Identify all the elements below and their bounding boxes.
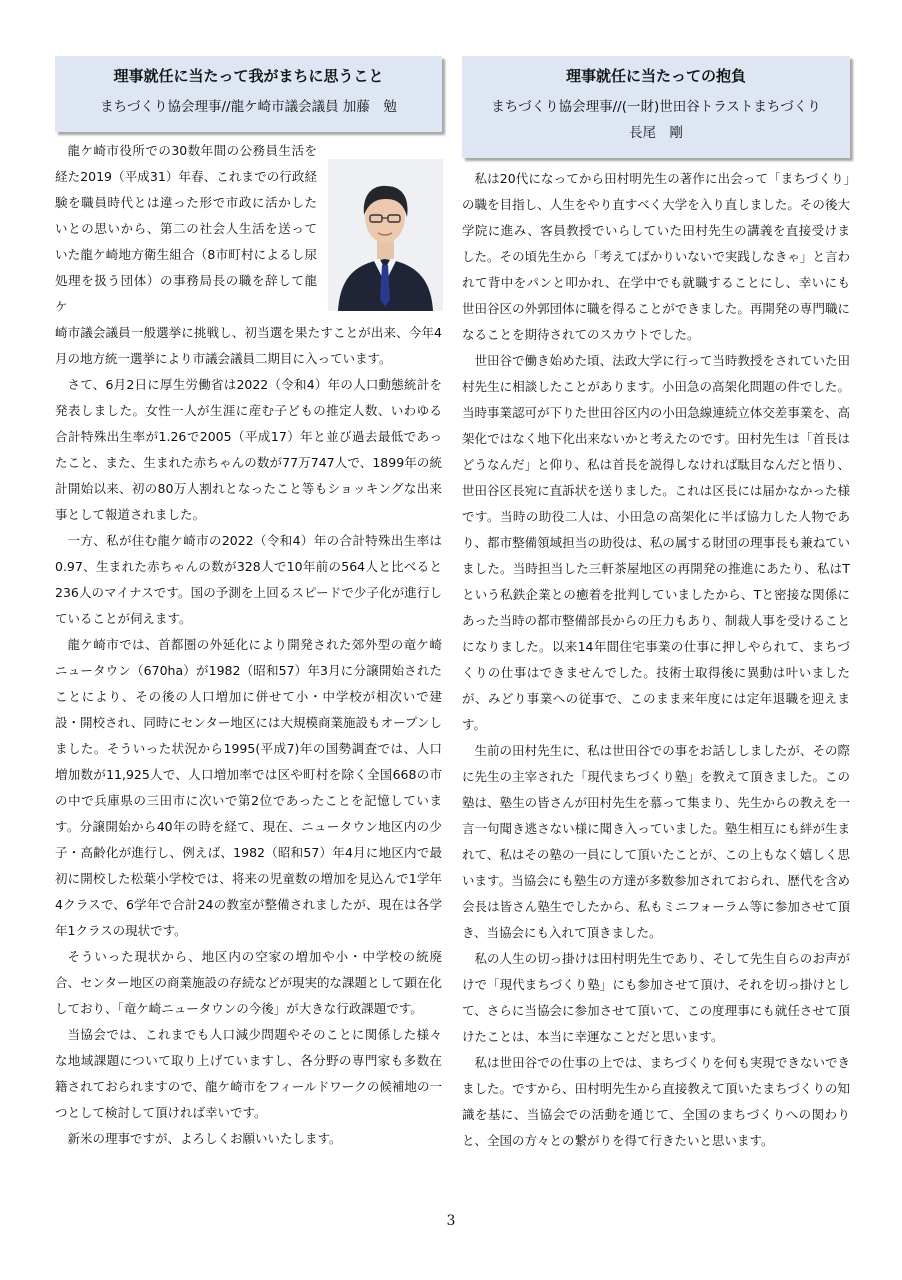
right-article-body [462, 166, 850, 1154]
right-article-byline-line2: 長尾 剛 [629, 125, 683, 141]
left-article-byline: まちづくり協会理事//龍ケ崎市議会議員 加藤 勉 [100, 99, 397, 115]
right-article-byline-line1: まちづくり協会理事//(一財)世田谷トラストまちづくり [491, 99, 821, 115]
left-article-title: 理事就任に当たって我がまちに思うこと [113, 67, 384, 85]
right-paragraph-4: 私の人生の切っ掛けは田村明先生であり、そして先生自らのお声がけで「現代まちづくり塾」にも参加させて頂け、それを切っ掛けとして、さらに当協会に参加させて頂いて、この度理事にも就任させて頂けたことは、本当に幸運なことだと思います。 [462, 951, 850, 1044]
page-number: 3 [446, 1213, 456, 1229]
left-article-text [55, 138, 442, 372]
right-article-header [462, 56, 850, 158]
right-paragraph-5: 私は世田谷での仕事の上では、まちづくりを何も実現できないできました。ですから、田村明先生から直接教えて頂いたまちづくりの知識を基に、当協会での活動を通じて、全国のまちづくりへの関わりと、全国の方々との繋がりを得て行きたいと思います。 [462, 1055, 850, 1148]
left-paragraph-1-wrapped: 龍ケ崎市役所での30数年間の公務員生活を経た2019（平成31）年春、これまでの行政経験を職員時代とは違った形で市政に活かしたいとの思いから、第二の社会人生活を送っていた龍ケ崎地方衛生組合（8市町村によるし尿処理を扱う団体）の事務局長の職を辞して龍ケ [55, 143, 317, 314]
left-paragraph-2: さて、6月2日に厚生労働省は2022（令和4）年の人口動態統計を発表しました。女性一人が生涯に産む子どもの推定人数、いわゆる合計特殊出生率が1.26で2005（平成17）年と並び過去最低であったこと、また、生まれた赤ちゃんの数が77万747人で、1899年の統計開始以来、初の80万人割れとなったこと等もショッキングな出来事として報道されました。 [55, 377, 442, 522]
left-paragraph-1-tail: 崎市議会議員一般選挙に挑戦し、初当選を果たすことが出来、今年4月の地方統一選挙により市議会議員二期目に入っています。 [55, 325, 442, 366]
left-article-header [55, 56, 442, 132]
right-paragraph-3: 生前の田村先生に、私は世田谷での事をお話ししましたが、その際に先生の主宰された「現代まちづくり塾」を教えて頂きました。この塾は、塾生の皆さんが田村先生を慕って集まり、先生からの教えを一言一句聞き逃さない様に聞き入っていました。塾生相互にも絆が生まれて、私はその塾の一員にして頂いたことが、この上もなく嬉しく思います。当協会にも塾生の方達が多数参加されておられ、歴代を含め会長は皆さん塾生でしたから、私もミニフォーラム等に参加させて頂き、当協会にも入れて頂きました。 [462, 743, 850, 940]
right-paragraph-2: 世田谷で働き始めた頃、法政大学に行って当時教授をされていた田村先生に相談したことがあります。小田急の高架化問題の件でした。当時事業認可が下りた世田谷区内の小田急線連続立体交差事業を、高架化ではなく地下化出来ないかと考えたのです。田村先生は「首長はどうなんだ」と仰り、私は首長を説得しなければ駄目なんだと悟り、世田谷区長宛に直訴状を送りました。これは区長には届かなかった様です。当時の助役二人は、小田急の高架化に半ば協力した人物であり、都市整備領域担当の助役は、私の属する財団の理事長も兼ねていました。当時担当した三軒茶屋地区の再開発の推進にあたり、私はTという私鉄企業との癒着を批判していましたから、Tと密接な関係にあった当時の都市整備部長からの圧力もあり、制裁人事を受けることになりました。以来14年間住宅事業の仕事に押しやられて、まちづくりの仕事はできませんでした。技術士取得後に異動は叶いましたが、みどり事業への従事で、このまま来年度には定年退職を迎えます。 [462, 353, 850, 732]
left-article-continued [55, 372, 442, 1152]
left-paragraph-6: 当協会では、これまでも人口減少問題やそのことに関係した様々な地域課題について取り上げていますし、各分野の専門家も多数在籍されておられますので、龍ケ崎市をフィールドワークの候補地の一つとして検討して頂ければ幸いです。 [55, 1027, 442, 1120]
left-paragraph-7: 新米の理事ですが、よろしくお願いいたします。 [67, 1131, 342, 1146]
left-paragraph-3: 一方、私が住む龍ケ崎市の2022（令和4）年の合計特殊出生率は0.97、生まれた赤ちゃんの数が328人で10年前の564人と比べると236人のマイナスです。国の予測を上回るスピードで少子化が進行していることが伺えます。 [55, 533, 442, 626]
left-paragraph-4: 龍ケ崎市では、首都圏の外延化により開発された郊外型の竜ケ崎ニュータウン（670ha）が1982（昭和57）年3月に分譲開始されたことにより、その後の人口増加に併せて小・中学校が相次いで建設・開校され、同時にセンター地区には大規模商業施設もオープンしました。そういった状況から1995(平成7)年の国勢調査では、人口増加数が11,925人で、人口増加率では区や町村を除く全国668の市の中で兵庫県の三田市に次いで第2位であったことを記憶しています。分譲開始から40年の時を経て、現在、ニュータウン地区内の少子・高齢化が進行し、例えば、1982（昭和57）年4月に地区内で最初に開校した松葉小学校では、将来の児童数の増加を見込んで1学年4クラスで、6学年で合計24の教室が整備されましたが、現在は各学年1クラスの現状です。 [55, 637, 442, 938]
left-paragraph-5: そういった現状から、地区内の空家の増加や小・中学校の統廃合、センター地区の商業施設の存続などが現実的な課題として顕在化しており、「竜ケ崎ニュータウンの今後」が大きな行政課題です。 [55, 949, 443, 1016]
right-article-title: 理事就任に当たっての抱負 [565, 67, 746, 85]
left-article [55, 56, 442, 132]
right-article [462, 56, 850, 1154]
right-paragraph-1: 私は20代になってから田村明先生の著作に出会って「まちづくり」の職を目指し、人生をやり直すべく大学を入り直しました。その後大学院に進み、客員教授でいらしていた田村先生の講義を直接受けました。その頃先生から「考えてばかりいないで実践しなきゃ」と言われて背中をパンと叩かれ、在学中でも就職することにし、幸いにも世田谷区の外郭団体に職を得ることができました。再開発の専門職になることを期待されてのスカウトでした。 [462, 171, 850, 342]
